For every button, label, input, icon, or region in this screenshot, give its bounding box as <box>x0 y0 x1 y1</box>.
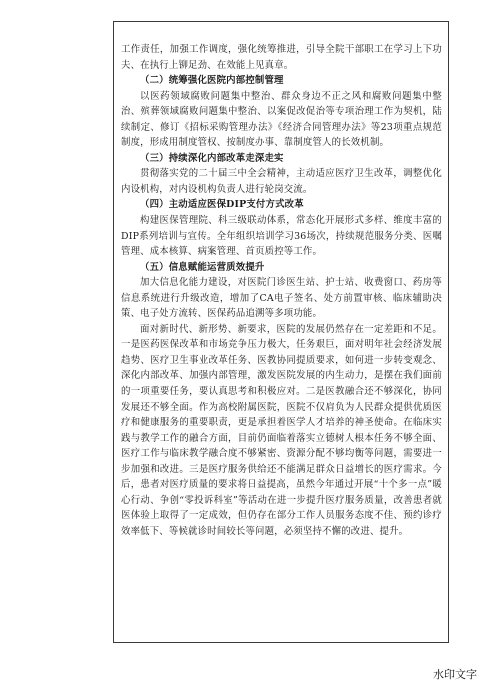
paragraph-intro: 工作责任，加强工作调度，强化统筹推进，引导全院干部职工在学习上下功夫、在执行上铆足劲、在效能上见真章。 <box>121 44 442 71</box>
paragraph-shortcomings: 面对新时代、新形势、新要求，医院的发展仍然存在一定差距和不足。一是医药医保改革和市场竞争压力极大，任务艰巨，面对明年社会经济发展趋势、医疗卫生事业改革任务、医教协同提质要求，如何进一步转变观念、深化内部改革、加强内部管理，激发医院发展的内生动力，是摆在我们面前的一项重要任务，要认真思考和积极应对。二是医教融合还不够深化，协同发展还不够全面。作为高校附属医院，医院不仅肩负为人民群众提供优质医疗和健康服务的重要职责，更是承担着医学人才培养的神圣使命。在临床实践与教学工作的融合方面，目前仍面临着落实立德树人根本任务不够全面、医疗工作与临床教学融合度不够紧密、资源分配不够均衡等问题，需要进一步加强和改进。三是医疗服务供给还不能满足群众日益增长的医疗需求。今后，患者对医疗质量的要求将日益提高，虽然今年通过开展“十个多一点”暖心行动、争创“零投诉科室”等活动在进一步提升医疗服务质量，改善患者就医体验上取得了一定成效，但仍存在部分工作人员服务态度不佳、预约诊疗效率低下、等候就诊时间较长等问题，必须坚持不懈的改进、提升。 <box>121 323 442 537</box>
paragraph-reform: 贯彻落实党的二十届三中全会精神，主动适应医疗卫生改革，调整优化内设机构，对内设机构负责人进行轮岗交流。 <box>121 168 442 195</box>
paragraph-dip: 构建医保管理院、科三级联动体系，常态化开展形式多样、维度丰富的DIP系列培训与宣传。全年组织培训学习36场次，持续规范服务分类、医嘱管理、成本核算、病案管理、首页质控等工作。 <box>121 215 442 258</box>
section-heading-2: （二）统筹强化医院内部控制管理 <box>140 75 284 87</box>
document-body <box>121 42 442 540</box>
section-heading-5: （五）信息赋能运营质效提升 <box>140 261 265 273</box>
paragraph-informatization: 加大信息化能力建设，对医院门诊医生站、护士站、收费窗口、药房等信息系统进行升级改造，增加了CA电子签名、处方前置审核、临床辅助决策、电子处方流转、医保药品追溯等多项功能。 <box>121 277 442 320</box>
section-heading-3: （三）持续深化内部改革走深走实 <box>140 152 284 164</box>
section-heading-4: （四）主动适应医保DIP支付方式改革 <box>140 199 304 211</box>
paragraph-internal-control: 以医药领域腐败问题集中整治、群众身边不正之风和腐败问题集中整治、殡葬领域腐败问题集中整治、以案促改促治等专项治理工作为契机，陆续制定、修订《招标采购管理办法》《经济合同管理办法》等23项重点规范制度，形成用制度管权、按制度办事、靠制度管人的长效机制。 <box>121 90 442 149</box>
watermark-text: 水印文字 <box>433 668 477 681</box>
